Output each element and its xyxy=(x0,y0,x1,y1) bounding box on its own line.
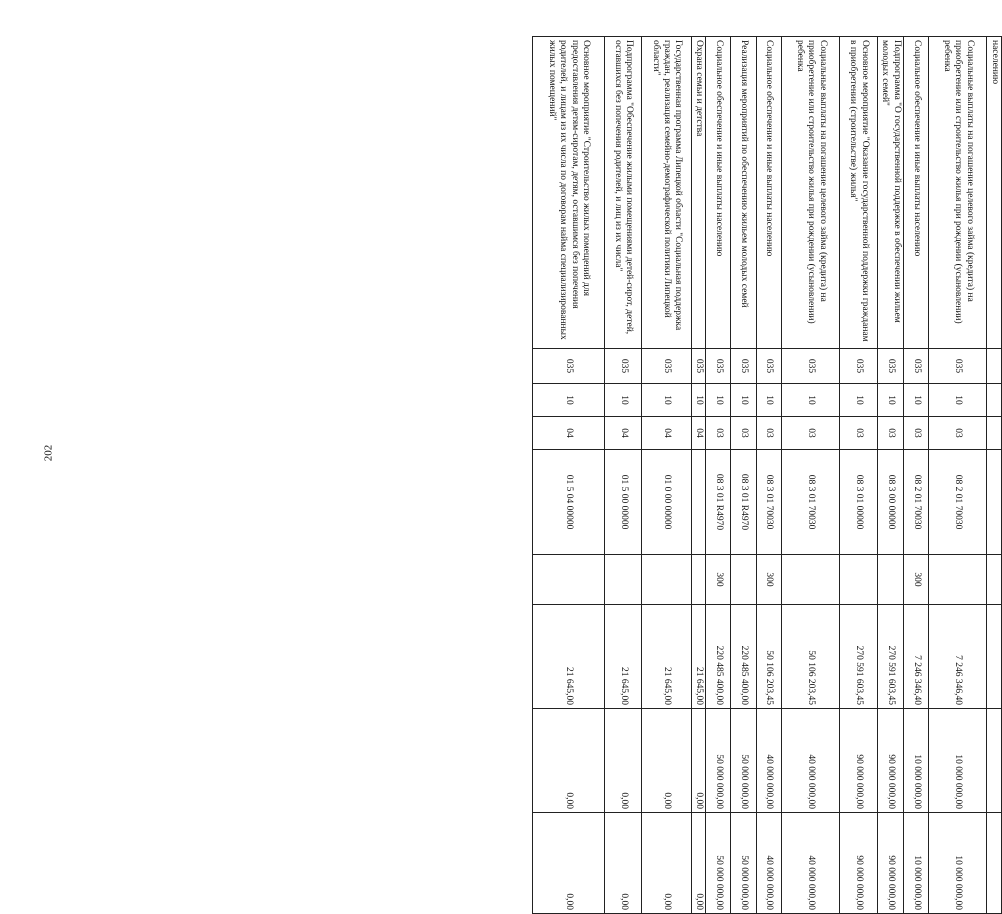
amount-year-1: 270 591 603,45 xyxy=(877,605,903,709)
expense-type-code xyxy=(731,555,756,605)
amount-year-2: 90 000 000,00 xyxy=(877,709,903,813)
amount-year-2: 0,00 xyxy=(642,709,691,813)
amount-year-3: 40 000 000,00 xyxy=(781,813,840,914)
admin-code: 035 xyxy=(642,349,691,384)
amount-year-1: 50 106 203,45 xyxy=(781,605,840,709)
rotated-table-wrapper xyxy=(532,36,1002,910)
expense-type-code xyxy=(642,555,691,605)
table-row xyxy=(691,37,706,914)
section-code: 10 xyxy=(877,384,903,417)
row-name: Социальное обеспечение и иные выплаты населению xyxy=(706,37,731,349)
subsection-code: 03 xyxy=(781,417,840,450)
subsection-code: 03 xyxy=(903,417,928,450)
expense-type-code xyxy=(781,555,840,605)
table-row xyxy=(877,37,903,914)
expense-type-code: 300 xyxy=(756,555,781,605)
subsection-code: 04 xyxy=(691,417,706,450)
amount-year-3: 50 000 000,00 xyxy=(731,813,756,914)
subsection-code: 03 xyxy=(928,417,987,450)
amount-year-3: 10 000 000,00 xyxy=(928,813,987,914)
target-article-code: 08 2 01 70030 xyxy=(903,450,928,555)
section-code: 10 xyxy=(731,384,756,417)
expense-type-code: 300 xyxy=(706,555,731,605)
subsection-code: 04 xyxy=(533,417,605,450)
amount-year-3: 0,00 xyxy=(604,813,641,914)
expense-type-code xyxy=(691,555,706,605)
row-name: Социальное обеспечение и иные выплаты населению xyxy=(903,37,928,349)
amount-year-1: 21 645,00 xyxy=(691,605,706,709)
target-article-code: 01 5 04 00000 xyxy=(533,450,605,555)
expense-type-code xyxy=(533,555,605,605)
table-row xyxy=(706,37,731,914)
subsection-code: 03 xyxy=(706,417,731,450)
target-article-code: 08 2 01 70030 xyxy=(928,450,987,555)
admin-code: 035 xyxy=(903,349,928,384)
admin-code: 035 xyxy=(706,349,731,384)
table-row xyxy=(642,37,691,914)
admin-code: 035 xyxy=(756,349,781,384)
row-name: Социальное обеспечение и иные выплаты населению xyxy=(756,37,781,349)
target-article-code: 08 3 01 R4970 xyxy=(731,450,756,555)
amount-year-2: 40 000 000,00 xyxy=(756,709,781,813)
target-article-code xyxy=(987,450,1002,555)
amount-year-2: 50 000 000,00 xyxy=(731,709,756,813)
target-article-code: 01 5 00 00000 xyxy=(604,450,641,555)
expense-type-code xyxy=(604,555,641,605)
amount-year-3: 90 000 000,00 xyxy=(877,813,903,914)
target-article-code: 08 3 01 R4970 xyxy=(706,450,731,555)
expense-type-code: 300 xyxy=(903,555,928,605)
row-name: Социальные выплаты на погашение целевого займа (кредита) на приобретение или строительство жилья при рождении (усыновлении) ребенка xyxy=(781,37,840,349)
budget-table-frame xyxy=(532,36,1002,910)
amount-year-3: 10 000 000,00 xyxy=(903,813,928,914)
section-code: 10 xyxy=(756,384,781,417)
target-article-code: 08 3 01 70030 xyxy=(756,450,781,555)
amount-year-2: 0,00 xyxy=(691,709,706,813)
amount-year-2 xyxy=(987,709,1002,813)
row-name: Подпрограмма "Обеспечение жилыми помещениями детей-сирот, детей, оставшихся без попечения родителей, и лиц из их числа" xyxy=(604,37,641,349)
amount-year-1: 220 485 400,00 xyxy=(731,605,756,709)
section-code xyxy=(987,384,1002,417)
expense-type-code xyxy=(987,555,1002,605)
admin-code xyxy=(987,349,1002,384)
subsection-code: 04 xyxy=(604,417,641,450)
table-row xyxy=(903,37,928,914)
amount-year-3: 0,00 xyxy=(691,813,706,914)
section-code: 10 xyxy=(840,384,877,417)
table-row xyxy=(840,37,877,914)
admin-code: 035 xyxy=(840,349,877,384)
table-row xyxy=(731,37,756,914)
page-number xyxy=(38,0,58,905)
amount-year-2: 10 000 000,00 xyxy=(928,709,987,813)
admin-code: 035 xyxy=(604,349,641,384)
table-row xyxy=(987,37,1002,914)
section-code: 10 xyxy=(533,384,605,417)
target-article-code: 08 3 01 70030 xyxy=(781,450,840,555)
amount-year-1: 7 246 346,40 xyxy=(903,605,928,709)
section-code: 10 xyxy=(691,384,706,417)
row-name: Охрана семьи и детства xyxy=(691,37,706,349)
row-name: Государственная программа Липецкой области "Социальная поддержка граждан, реализация семейно-демографической политики Липецкой области" xyxy=(642,37,691,349)
row-name: Подпрограмма "О государственной поддержке в обеспечении жильем молодых семей" xyxy=(877,37,903,349)
subsection-code xyxy=(987,417,1002,450)
subsection-code: 03 xyxy=(731,417,756,450)
row-name: Социальные выплаты на погашение целевого займа (кредита) на приобретение или строительство жилья при рождении (усыновлении) ребенка xyxy=(928,37,987,349)
section-code: 10 xyxy=(604,384,641,417)
subsection-code: 03 xyxy=(877,417,903,450)
section-code: 10 xyxy=(928,384,987,417)
target-article-code xyxy=(691,450,706,555)
admin-code: 035 xyxy=(928,349,987,384)
admin-code: 035 xyxy=(731,349,756,384)
amount-year-2: 50 000 000,00 xyxy=(706,709,731,813)
amount-year-1: 21 645,00 xyxy=(604,605,641,709)
table-body xyxy=(533,37,1002,914)
amount-year-2: 0,00 xyxy=(604,709,641,813)
admin-code: 035 xyxy=(691,349,706,384)
amount-year-1: 50 106 203,45 xyxy=(756,605,781,709)
amount-year-3: 0,00 xyxy=(533,813,605,914)
target-article-code: 08 3 00 00000 xyxy=(877,450,903,555)
amount-year-2: 10 000 000,00 xyxy=(903,709,928,813)
expense-type-code xyxy=(840,555,877,605)
subsection-code: 04 xyxy=(642,417,691,450)
amount-year-1: 21 645,00 xyxy=(533,605,605,709)
section-code: 10 xyxy=(903,384,928,417)
amount-year-2: 90 000 000,00 xyxy=(840,709,877,813)
amount-year-3: 0,00 xyxy=(642,813,691,914)
table-row xyxy=(781,37,840,914)
section-code: 10 xyxy=(781,384,840,417)
row-name: населению xyxy=(987,37,1002,349)
admin-code: 035 xyxy=(877,349,903,384)
table-row xyxy=(533,37,605,914)
amount-year-3: 50 000 000,00 xyxy=(706,813,731,914)
amount-year-2: 40 000 000,00 xyxy=(781,709,840,813)
row-name: Основное мероприятие "Оказание государственной поддержки гражданам в приобретении (строительстве) жилья" xyxy=(840,37,877,349)
admin-code: 035 xyxy=(533,349,605,384)
subsection-code: 03 xyxy=(756,417,781,450)
amount-year-2: 0,00 xyxy=(533,709,605,813)
amount-year-1: 220 485 400,00 xyxy=(706,605,731,709)
target-article-code: 08 3 01 00000 xyxy=(840,450,877,555)
amount-year-3 xyxy=(987,813,1002,914)
target-article-code: 01 0 00 00000 xyxy=(642,450,691,555)
page-number-text: 202 xyxy=(42,444,54,461)
expense-type-code xyxy=(928,555,987,605)
admin-code: 035 xyxy=(781,349,840,384)
table-row xyxy=(756,37,781,914)
table-row xyxy=(928,37,987,914)
section-code: 10 xyxy=(706,384,731,417)
budget-table xyxy=(532,36,1002,914)
table-row xyxy=(604,37,641,914)
amount-year-1: 7 246 346,40 xyxy=(928,605,987,709)
row-name: Реализация мероприятий по обеспечению жильем молодых семей xyxy=(731,37,756,349)
expense-type-code xyxy=(877,555,903,605)
subsection-code: 03 xyxy=(840,417,877,450)
amount-year-1: 21 645,00 xyxy=(642,605,691,709)
amount-year-1: 270 591 603,45 xyxy=(840,605,877,709)
section-code: 10 xyxy=(642,384,691,417)
amount-year-3: 90 000 000,00 xyxy=(840,813,877,914)
amount-year-1 xyxy=(987,605,1002,709)
row-name: Основное мероприятие "Строительство жилых помещений для предоставления детям-сиротам, детям, оставшимся без попечения родителей, и лицам из их числа по договорам найма специализированных жилых помещений" xyxy=(533,37,605,349)
amount-year-3: 40 000 000,00 xyxy=(756,813,781,914)
